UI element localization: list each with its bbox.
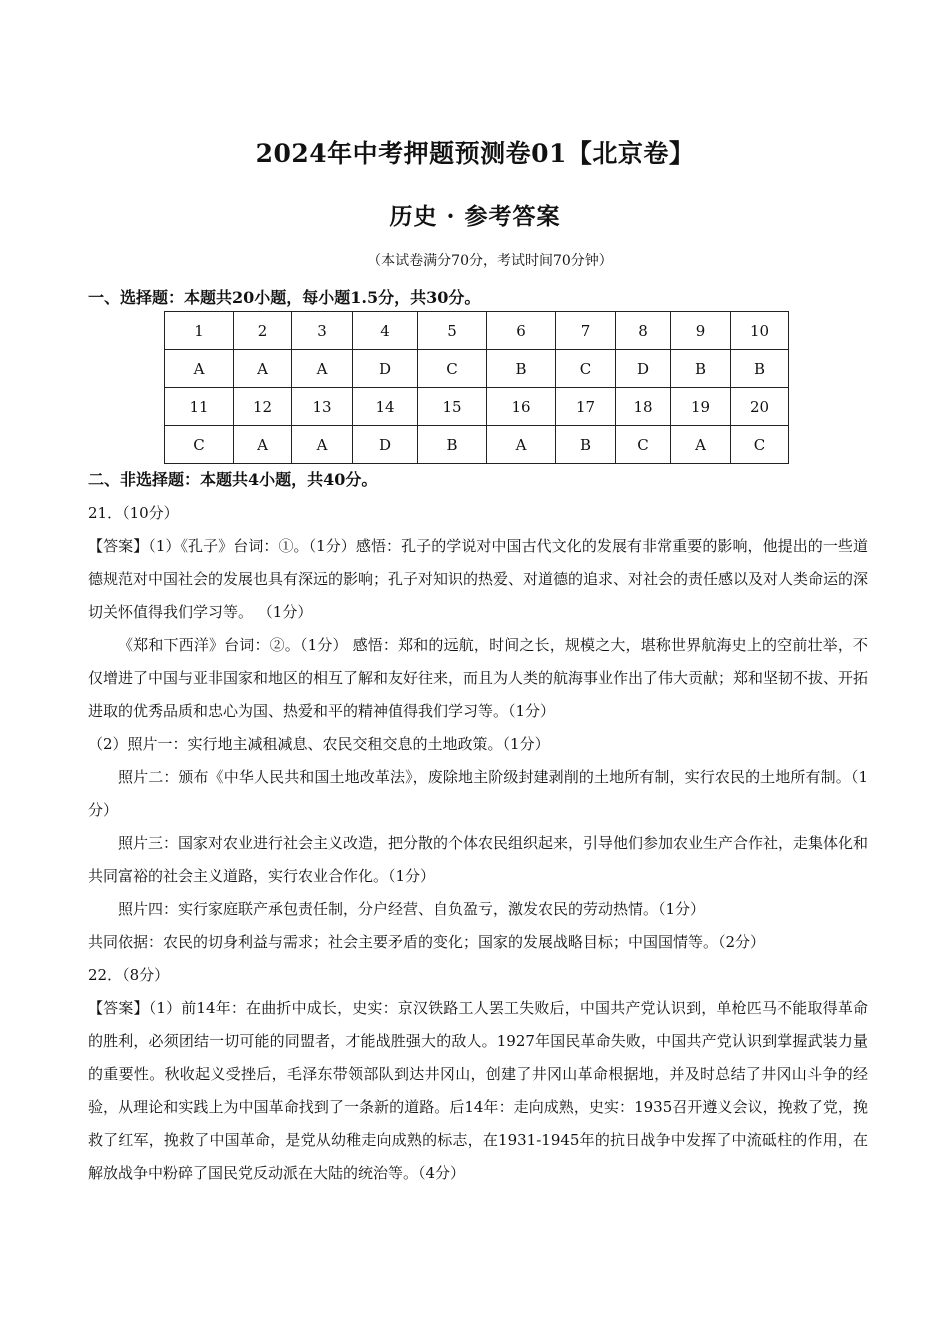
answer-cell: A [487, 426, 556, 464]
q21-answer-photo3: 照片三：国家对农业进行社会主义改造，把分散的个体农民组织起来，引导他们参加农业生产合作社，走集体化和共同富裕的社会主义道路，实行农业合作化。（1分） [88, 834, 869, 885]
answer-cell: C [165, 426, 234, 464]
question-number-cell: 7 [556, 312, 616, 350]
question-number-cell: 9 [671, 312, 731, 350]
q21-header: 21．（10分） [88, 504, 179, 522]
question-number-row [165, 312, 789, 350]
exam-note: （本试卷满分70分，考试时间70分钟） [367, 253, 613, 269]
answer-cell: A [292, 350, 353, 388]
q21-answer-basis: 共同依据：农民的切身利益与需求；社会主要矛盾的变化；国家的发展战略目标；中国国情等。（2分） [88, 933, 766, 951]
answer-body [88, 497, 868, 1190]
question-number-cell: 12 [234, 388, 292, 426]
question-number-cell: 8 [616, 312, 671, 350]
question-number-row [165, 388, 789, 426]
answer-cell: D [353, 350, 418, 388]
answer-cell: B [418, 426, 487, 464]
answer-row [165, 350, 789, 388]
answer-cell: B [487, 350, 556, 388]
question-number-cell: 20 [731, 388, 789, 426]
question-number-cell: 3 [292, 312, 353, 350]
section2-heading: 二、非选择题：本题共4小题，共40分。 [88, 470, 378, 489]
q21-answer-part1: 【答案】（1）《孔子》台词：①。（1分）感悟：孔子的学说对中国古代文化的发展有非常重要的影响，他提出的一些道德规范对中国社会的发展也具有深远的影响；孔子对知识的热爱、对道德的追求、对社会的责任感以及对人类命运的深切关怀值得我们学习等。 （1分） [88, 537, 869, 621]
q21-answer-photo4: 照片四：实行家庭联产承包责任制，分户经营、自负盈亏，激发农民的劳动热情。（1分） [118, 900, 706, 918]
question-number-cell: 10 [731, 312, 789, 350]
question-number-cell: 2 [234, 312, 292, 350]
page-subtitle: 历史 · 参考答案 [389, 203, 561, 230]
answer-cell: B [731, 350, 789, 388]
question-number-cell: 16 [487, 388, 556, 426]
answer-cell: C [556, 350, 616, 388]
answer-cell: A [234, 426, 292, 464]
question-number-cell: 19 [671, 388, 731, 426]
answer-cell: B [556, 426, 616, 464]
answer-cell: B [671, 350, 731, 388]
question-number-cell: 6 [487, 312, 556, 350]
question-number-cell: 14 [353, 388, 418, 426]
q21-answer-zhenghe: 《郑和下西洋》台词：②。（1分） 感悟：郑和的远航，时间之长，规模之大，堪称世界航海史上的空前壮举，不仅增进了中国与亚非国家和地区的相互了解和友好往来，而且为人类的航海事业作出了伟大贡献；郑和坚韧不拔、开拓进取的优秀品质和忠心为国、热爱和平的精神值得我们学习等。（1分） [88, 636, 869, 720]
answer-cell: C [731, 426, 789, 464]
q22-header: 22．（8分） [88, 966, 170, 984]
answer-cell: C [418, 350, 487, 388]
answer-cell: D [616, 350, 671, 388]
answer-cell: C [616, 426, 671, 464]
question-number-cell: 11 [165, 388, 234, 426]
answer-cell: A [234, 350, 292, 388]
answer-row [165, 426, 789, 464]
section1-heading: 一、选择题：本题共20小题，每小题1.5分，共30分。 [88, 288, 481, 307]
question-number-cell: 5 [418, 312, 487, 350]
answer-cell: A [165, 350, 234, 388]
question-number-cell: 4 [353, 312, 418, 350]
q21-answer-photo2: 照片二：颁布《中华人民共和国土地改革法》，废除地主阶级封建剥削的土地所有制，实行农民的土地所有制。（1分） [88, 768, 868, 819]
question-number-cell: 18 [616, 388, 671, 426]
q21-answer-photo1: （2）照片一：实行地主减租减息、农民交租交息的土地政策。（1分） [88, 735, 550, 753]
answer-cell: A [671, 426, 731, 464]
answer-cell: D [353, 426, 418, 464]
answer-table [164, 311, 789, 464]
question-number-cell: 13 [292, 388, 353, 426]
answer-cell: A [292, 426, 353, 464]
question-number-cell: 15 [418, 388, 487, 426]
page-title: 2024年中考押题预测卷01【北京卷】 [255, 139, 695, 168]
q22-answer-part1: 【答案】（1）前14年：在曲折中成长，史实：京汉铁路工人罢工失败后，中国共产党认识到，单枪匹马不能取得革命的胜利，必须团结一切可能的同盟者，才能战胜强大的敌人。1927年国民革命失败，中国共产党认识到掌握武装力量的重要性。秋收起义受挫后，毛泽东带领部队到达井冈山，创建了井冈山革命根据地，并及时总结了井冈山斗争的经验，从理论和实践上为中国革命找到了一条新的道路。后14年：走向成熟，史实：1935召开遵义会议，挽救了党，挽救了红军，挽救了中国革命，是党从幼稚走向成熟的标志，在1931-1945年的抗日战争中发挥了中流砥柱的作用，在解放战争中粉碎了国民党反动派在大陆的统治等。（4分） [88, 999, 868, 1182]
question-number-cell: 1 [165, 312, 234, 350]
question-number-cell: 17 [556, 388, 616, 426]
